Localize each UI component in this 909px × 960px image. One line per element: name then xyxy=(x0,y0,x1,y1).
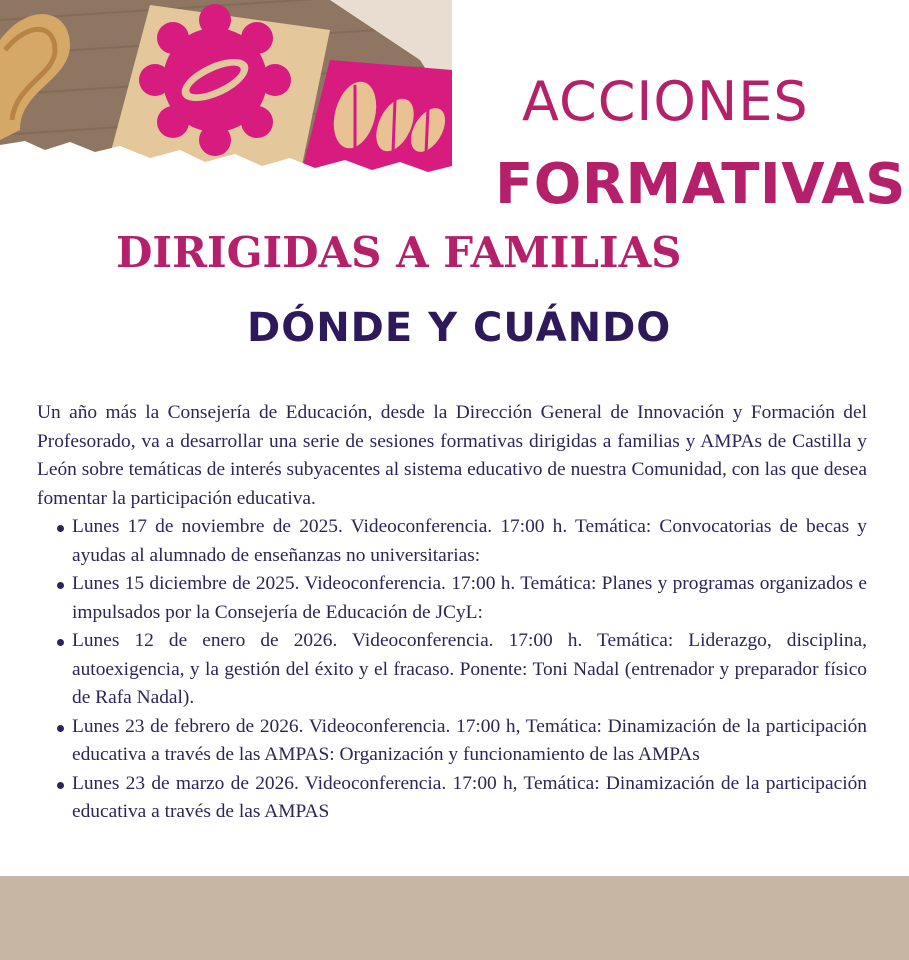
event-item: Lunes 15 diciembre de 2025. Videoconferencia. 17:00 h. Temática: Planes y programas organizados e impulsados por la Consejería de Educación de JCyL: xyxy=(37,570,867,627)
section-heading: DÓNDE Y CUÁNDO xyxy=(247,305,672,351)
footer-band xyxy=(0,876,909,960)
subtitle: DIRIGIDAS A FAMILIAS xyxy=(116,228,682,277)
title-line-1: ACCIONES xyxy=(522,70,809,133)
intro-paragraph: Un año más la Consejería de Educación, desde la Dirección General de Innovación y Formación del Profesorado, va a desarrollar una serie de sesiones formativas dirigidas a familias y AMPAs de Castilla y León sobre temáticas de interés subyacentes al sistema educativo de nuestra Comunidad, con las que desea fomentar la participación educativa. xyxy=(37,402,867,509)
event-item: Lunes 23 de febrero de 2026. Videoconferencia. 17:00 h, Temática: Dinamización de la participación educativa a través de las AMPAS: Organización y funcionamiento de las AMPAs xyxy=(37,713,867,770)
event-item: Lunes 23 de marzo de 2026. Videoconferencia. 17:00 h, Temática: Dinamización de la participación educativa a través de las AMPAS xyxy=(37,770,867,827)
body-content xyxy=(37,399,867,827)
event-list xyxy=(37,513,867,827)
title-line-2: FORMATIVAS xyxy=(495,152,906,217)
event-item: Lunes 17 de noviembre de 2025. Videoconferencia. 17:00 h. Temática: Convocatorias de becas y ayudas al alumnado de enseñanzas no universitarias: xyxy=(37,513,867,570)
event-item: Lunes 12 de enero de 2026. Videoconferencia. 17:00 h. Temática: Liderazgo, disciplina, autoexigencia, y la gestión del éxito y el fracaso. Ponente: Toni Nadal (entrenador y preparador físico de Rafa Nadal). xyxy=(37,627,867,713)
hero-image xyxy=(0,0,452,178)
